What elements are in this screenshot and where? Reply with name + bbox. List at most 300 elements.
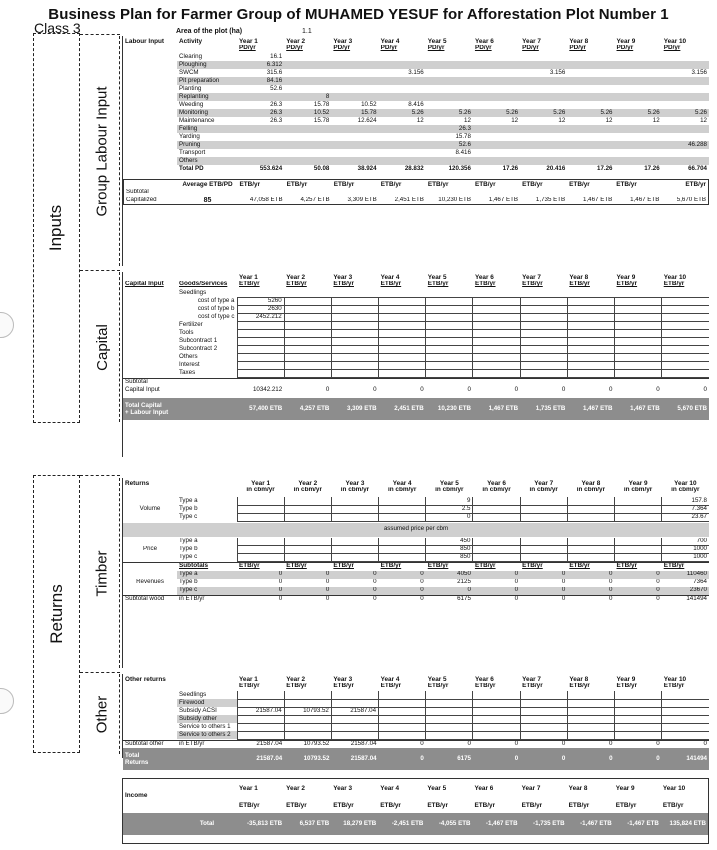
table-cell: 26.3: [270, 117, 283, 124]
table-cell: [426, 101, 473, 109]
goods-label: Subcontract 2: [179, 345, 218, 352]
table-cell: [379, 329, 426, 337]
unit-label: ETB/yr: [522, 281, 543, 287]
table-row: [123, 538, 709, 546]
table-cell: 0: [473, 571, 520, 579]
labour-table: Labour Input Activity Year 1 Year 2 Year 3 Year 4 Year 5 Year 6 Year 7 Year 8 Year 9 Year 10 PD/yr PD/yr PD/yr PD/yr PD/yr PD/yr PD/yr PD/yr PD/yr PD/yr Clearing 16.1 Ploughing 6.312 SWCM 315.6 3.156 3.156 3.156 Pit preparation 84.16 Planting 52.6 Replanting 8 Weeding 26.3 15.78 10.52 8.416 Monitoring 26.3 10.52 15.78 5.26 5.26 5.26 5.26 5.26 5.26 5.26 Maintenance 26.3 15.78 12.624 12 12 12 12 12 12 12 Felling 26.3 Yarding 15.78 Pruning 52.6 46.288 Transport 8.416 Others Total PD 553.624 50.08 38.924 28.832 120.356 17.26 20.416 17.26 17.26 66.704 Average ETB/PD ETB/yr ETB/yr ETB/yr ETB/yr ETB/yr ETB/yr ETB/yr ETB/yr ETB/yr ETB/yr Subtotal Capitalized 85 47,058 ETB 4,257 ETB 3,309 ETB 2,451 ETB 10,230 ETB 1,467 ETB 1,735 ETB 1,467 ETB 1,467 ETB 5,670 ETB: [122, 36, 709, 266]
table-cell: [426, 157, 473, 165]
unit-label: in cbm/yr: [340, 487, 370, 493]
table-cell: [520, 513, 567, 521]
table-cell: [284, 141, 331, 149]
unit-label: PD/yr: [286, 45, 303, 51]
table-cell: [615, 133, 662, 141]
table-cell: [520, 723, 567, 731]
table-cell: [331, 505, 378, 513]
activity-label: Clearing: [179, 53, 203, 60]
table-cell: 6,537 ETB: [284, 813, 331, 835]
table-cell: [379, 93, 426, 101]
table-cell: 1,735 ETB: [535, 196, 566, 204]
return-label: Service to others 2: [177, 731, 237, 739]
table-cell: [123, 305, 177, 313]
table-cell: [123, 133, 177, 141]
table-cell: [123, 329, 177, 337]
table-cell: [473, 731, 520, 739]
table-cell: 10793.52: [303, 740, 330, 748]
table-cell: [520, 313, 567, 321]
table-cell: 0: [514, 386, 519, 393]
table-cell: 5,670 ETB: [662, 398, 709, 420]
table-row: [123, 93, 709, 101]
table-cell: [284, 538, 331, 546]
table-cell: 450: [426, 538, 473, 546]
table-cell: [615, 101, 662, 109]
table-cell: [615, 141, 662, 149]
activity-label: Planting: [179, 85, 202, 92]
timber-connector: [80, 475, 120, 476]
table-cell: [473, 61, 520, 69]
table-cell: [473, 289, 520, 297]
year-header: Year 1: [239, 784, 258, 792]
goods-label: Fertilizer: [179, 321, 203, 328]
table-cell: 10.52: [361, 101, 377, 108]
table-cell: [426, 731, 473, 739]
table-cell: [662, 715, 709, 723]
table-cell: [123, 369, 177, 377]
table-row: [123, 77, 709, 85]
return-label: Seedlings: [179, 691, 207, 698]
table-cell: 2630: [237, 305, 284, 313]
table-cell: 3.156: [691, 69, 707, 76]
table-cell: [284, 369, 331, 377]
table-cell: [426, 53, 473, 61]
table-cell: [379, 731, 426, 739]
type-label: Type b: [179, 578, 198, 586]
table-cell: [473, 538, 520, 546]
table-cell: [662, 369, 709, 377]
table-row: [123, 85, 709, 93]
activity-label: Transport: [179, 149, 206, 156]
table-cell: 26.3: [270, 101, 283, 108]
table-cell: [123, 125, 177, 133]
table-cell: [473, 505, 520, 513]
table-cell: 850: [426, 546, 473, 554]
table-cell: 17.26: [644, 165, 660, 172]
table-cell: 17.26: [597, 165, 613, 172]
table-cell: [615, 313, 662, 321]
table-cell: [123, 723, 177, 731]
table-cell: [473, 345, 520, 353]
table-cell: [615, 85, 662, 93]
table-cell: [615, 361, 662, 369]
table-cell: 8.416: [455, 149, 471, 156]
row-group-label: Revenues: [136, 578, 164, 586]
table-cell: [331, 289, 378, 297]
table-cell: [662, 85, 709, 93]
table-cell: 0: [325, 595, 330, 603]
row-group-label: Price: [142, 545, 158, 553]
table-cell: 15.78: [455, 133, 471, 140]
table-cell: 2,451 ETB: [394, 196, 424, 204]
table-cell: 0: [278, 595, 283, 603]
table-row: [123, 361, 709, 369]
table-cell: [331, 85, 378, 93]
table-cell: 0: [514, 740, 519, 748]
table-cell: [379, 321, 426, 329]
table-cell: 0: [284, 587, 331, 595]
table-cell: [567, 313, 614, 321]
table-cell: [284, 546, 331, 554]
table-row: [123, 699, 709, 707]
row-group-label: [123, 571, 177, 579]
table-cell: [567, 715, 614, 723]
table-cell: 0: [520, 748, 567, 770]
table-cell: 0: [373, 578, 377, 586]
table-row: [123, 579, 709, 587]
table-cell: [284, 497, 331, 505]
table-cell: [567, 691, 614, 699]
table-cell: [615, 715, 662, 723]
unit-label: PD/yr: [569, 45, 587, 51]
table-cell: [123, 313, 177, 321]
table-cell: 12: [652, 117, 660, 124]
table-cell: [473, 141, 520, 149]
table-cell: 0: [514, 578, 519, 586]
table-cell: 3,309 ETB: [331, 398, 378, 420]
table-cell: [615, 353, 662, 361]
table-cell: [520, 554, 567, 562]
punch-hole: [0, 312, 14, 338]
table-cell: 135,824 ETB: [661, 813, 708, 835]
table-cell: 0: [426, 587, 473, 595]
table-cell: [567, 369, 614, 377]
table-cell: [123, 93, 177, 101]
activity-label: Replanting: [177, 93, 237, 101]
goods-label: Others: [179, 353, 198, 360]
table-cell: [379, 691, 426, 699]
table-cell: [567, 345, 614, 353]
table-cell: [331, 321, 378, 329]
table-cell: [615, 731, 662, 739]
table-cell: [473, 297, 520, 305]
capital-side-label: Capital: [93, 323, 111, 371]
table-cell: [123, 165, 177, 173]
table-cell: [567, 305, 614, 313]
table-cell: 1,467 ETB: [567, 398, 614, 420]
table-cell: [284, 554, 331, 562]
goods-label: cost of type b: [197, 305, 235, 312]
table-cell: [662, 125, 709, 133]
table-cell: [473, 361, 520, 369]
table-row: [123, 691, 709, 699]
table-cell: [615, 691, 662, 699]
unit-label: PD/yr: [333, 45, 351, 51]
table-cell: 0: [656, 595, 660, 603]
table-cell: -35,813 ETB: [237, 813, 284, 835]
unit-label: in cbm/yr: [387, 487, 417, 493]
return-label: Service to others 1: [179, 723, 231, 730]
table-cell: [567, 77, 614, 85]
table-cell: [379, 157, 426, 165]
table-cell: [615, 93, 662, 101]
table-cell: [284, 337, 331, 345]
table-cell: [123, 353, 177, 361]
table-cell: 6175: [457, 595, 471, 603]
table-cell: [237, 699, 284, 707]
table-cell: [567, 61, 614, 69]
table-cell: [237, 321, 284, 329]
table-cell: [284, 53, 331, 61]
table-cell: [331, 513, 378, 521]
unit-label: ETB/yr: [427, 281, 449, 287]
unit-label: in cbm/yr: [482, 487, 511, 493]
table-cell: [567, 101, 614, 109]
table-cell: [284, 125, 331, 133]
table-cell: [473, 69, 520, 77]
table-cell: 1,467 ETB: [583, 196, 613, 204]
capital-connector: [80, 270, 120, 271]
table-cell: [331, 554, 378, 562]
table-cell: [567, 329, 614, 337]
table-cell: [520, 141, 567, 149]
table-cell: 0: [420, 595, 424, 603]
table-cell: [426, 345, 473, 353]
unit-label: ETB/yr: [521, 801, 543, 809]
table-cell: [662, 61, 709, 69]
table-cell: 8.416: [408, 101, 424, 108]
table-cell: [284, 61, 331, 69]
table-cell: [473, 321, 520, 329]
area-label: Area of the plot (ha): [176, 28, 243, 35]
table-cell: [177, 45, 237, 53]
table-cell: 1,467 ETB: [615, 398, 662, 420]
row-group-label: [123, 587, 177, 595]
activity-label: Ploughing: [177, 61, 237, 69]
row-group-label: [123, 513, 177, 521]
table-cell: [615, 538, 662, 546]
table-cell: 12: [416, 117, 424, 124]
table-cell: [473, 353, 520, 361]
table-cell: 0: [561, 578, 566, 586]
table-cell: 15.78: [331, 109, 378, 117]
table-cell: 0: [284, 571, 331, 579]
table-cell: 0: [615, 748, 662, 770]
table-cell: 0: [615, 587, 662, 595]
table-cell: [123, 61, 177, 69]
table-cell: 110460: [662, 571, 709, 579]
table-cell: [284, 69, 331, 77]
table-cell: 10,230 ETB: [438, 196, 471, 204]
table-cell: [520, 85, 567, 93]
table-cell: [520, 505, 567, 513]
table-cell: 66.704: [688, 165, 707, 172]
table-cell: [520, 345, 567, 353]
table-cell: [473, 157, 520, 165]
unit-label: ETB/yr: [474, 683, 496, 689]
table-cell: 850: [426, 554, 473, 562]
table-cell: 10793.52: [284, 748, 331, 770]
table-cell: 46.288: [662, 141, 709, 149]
table-row: [123, 117, 709, 125]
table-cell: 21587.04: [256, 740, 283, 748]
table-cell: [662, 361, 709, 369]
table-cell: 1000: [662, 546, 709, 554]
table-cell: [331, 337, 378, 345]
table-cell: -1,467 ETB: [567, 813, 614, 835]
capital-table: Year 1 Year 2 Year 3 Year 4 Year 5 Year 6 Year 7 Year 8 Year 9 Year 10 Capital Input Goods/Services ETB/yr ETB/yr ETB/yr ETB/yr ETB/yr ETB/yr ETB/yr ETB/yr ETB/yr ETB/yr Seedlings cost of type a 5260 cost of type b 2630 cost of type c 2452.212 Fertilizer Tools Subcontract 1 Subcontract 2 Others Interest Taxes Subtotal Capital Input 10342.212 0 0 0 0 0 0 0 0 0 Total Capital + Labour Input 57,400 ETB 4,257 ETB 3,309 ETB 2,451 ETB 10,230 ETB 1,467 ETB 1,735 ETB 1,467 ETB 1,467 ETB 5,670 ETB: [122, 272, 709, 457]
unit-label: ETB/yr: [380, 683, 402, 689]
table-cell: [567, 289, 614, 297]
table-row: [123, 157, 709, 165]
table-cell: [615, 329, 662, 337]
table-cell: [123, 289, 177, 297]
table-cell: [662, 77, 709, 85]
return-label: Subsidy other: [177, 715, 237, 723]
table-cell: [473, 329, 520, 337]
table-cell: 2452.212: [237, 313, 284, 321]
table-cell: 1000: [662, 554, 709, 562]
table-cell: [123, 53, 177, 61]
table-cell: [662, 305, 709, 313]
table-row: [123, 723, 709, 731]
table-cell: 15.78: [313, 117, 330, 124]
table-cell: [567, 337, 614, 345]
table-cell: [284, 505, 331, 513]
table-cell: [567, 546, 614, 554]
table-cell: [379, 61, 426, 69]
table-cell: [284, 77, 331, 85]
table-cell: [123, 109, 177, 117]
table-cell: 0: [520, 571, 567, 579]
table-cell: 700: [662, 538, 709, 546]
unit-label: ETB/yr: [569, 683, 590, 689]
table-cell: 0: [325, 386, 330, 393]
table-cell: [615, 337, 662, 345]
table-cell: [520, 707, 567, 715]
unit-label: in cbm/yr: [671, 487, 700, 493]
table-cell: [615, 345, 662, 353]
table-cell: [473, 337, 520, 345]
unit-label: ETB/yr: [333, 562, 354, 569]
table-cell: [615, 699, 662, 707]
table-cell: [615, 497, 662, 505]
table-cell: 2125: [457, 578, 471, 586]
table-cell: [567, 361, 614, 369]
activity-label: SWCM: [179, 69, 199, 76]
table-cell: 5.26: [520, 109, 567, 117]
table-cell: 12: [511, 117, 519, 124]
table-row: [123, 321, 709, 329]
table-cell: [237, 497, 284, 505]
table-cell: [473, 699, 520, 707]
table-cell: [237, 715, 284, 723]
table-cell: 0: [420, 578, 424, 586]
table-cell: [567, 133, 614, 141]
table-cell: [662, 329, 709, 337]
table-cell: [379, 133, 426, 141]
table-cell: [379, 313, 426, 321]
goods-label: cost of type c: [198, 313, 235, 320]
type-label: Type b: [179, 505, 198, 512]
unit-label: ETB/yr: [333, 683, 354, 689]
table-cell: 0: [609, 386, 613, 393]
year-header: Year 5: [427, 784, 447, 792]
row-group-label: [123, 497, 177, 505]
table-cell: [123, 157, 177, 165]
table-cell: 3.156: [549, 69, 566, 76]
table-cell: [331, 133, 378, 141]
table-cell: [123, 117, 177, 125]
table-cell: [615, 546, 662, 554]
table-cell: [473, 715, 520, 723]
table-cell: 0: [609, 578, 613, 586]
unit-label: PD/yr: [616, 45, 634, 51]
table-cell: [520, 715, 567, 723]
activity-label: Maintenance: [179, 117, 215, 124]
year-header: Year 3: [333, 784, 353, 792]
table-cell: [284, 345, 331, 353]
table-cell: [615, 305, 662, 313]
table-cell: [123, 141, 177, 149]
table-cell: [662, 699, 709, 707]
table-row: [123, 715, 709, 723]
table-cell: [426, 85, 473, 93]
table-cell: 315.6: [266, 69, 283, 76]
table-cell: 57,400 ETB: [237, 398, 284, 420]
unit-label: PD/yr: [474, 45, 492, 51]
table-cell: [284, 305, 331, 313]
table-cell: 21587.04: [237, 707, 284, 715]
other-table: Other returns Year 1 Year 2 Year 3 Year 4 Year 5 Year 6 Year 7 Year 8 Year 9 Year 10 ETB/yr ETB/yr ETB/yr ETB/yr ETB/yr ETB/yr ETB/yr ETB/yr ETB/yr ETB/yr Seedlings Firewood Subsidy ACSI 21587.04 10793.52 21587.04 Subsidy other Service to others 1 Service to others 2 Subtotal other in ETB/yr 21587.04 10793.52 21587.04 0 0 0 0 0 0 0 Total Returns 21587.04 10793.52 21587.04 0 6175 0 0 0 0 141494: [122, 674, 709, 758]
table-cell: 10.52: [284, 109, 331, 117]
table-cell: [331, 93, 378, 101]
table-cell: [379, 289, 426, 297]
table-cell: [473, 707, 520, 715]
table-cell: [284, 313, 331, 321]
table-cell: [284, 723, 331, 731]
table-cell: [426, 723, 473, 731]
table-cell: -1,467 ETB: [472, 813, 519, 835]
table-cell: 12.624: [357, 117, 377, 124]
table-cell: [331, 149, 378, 157]
table-cell: [473, 554, 520, 562]
return-label: Subsidy ACSI: [179, 707, 217, 714]
table-cell: [379, 353, 426, 361]
table-cell: 0: [703, 740, 707, 748]
table-cell: [237, 125, 284, 133]
unit-label: ETB/yr: [239, 683, 260, 689]
table-cell: 6175: [426, 748, 473, 770]
table-cell: [123, 731, 177, 739]
table-row: [123, 69, 709, 77]
year-header: Year 7: [521, 784, 541, 792]
table-cell: 0: [561, 595, 566, 603]
table-cell: 0: [561, 386, 566, 393]
table-cell: 5.26: [473, 109, 520, 117]
unit-label: ETB/yr: [239, 281, 260, 287]
unit-label: ETB/yr: [616, 683, 638, 689]
table-cell: [379, 149, 426, 157]
table-cell: [520, 149, 567, 157]
table-cell: [567, 513, 614, 521]
goods-label: Seedlings: [179, 289, 207, 296]
table-cell: [615, 723, 662, 731]
table-cell: 141494: [662, 748, 709, 770]
table-cell: [379, 497, 426, 505]
table-row: [123, 289, 709, 297]
table-cell: 0: [379, 748, 426, 770]
table-cell: [426, 77, 473, 85]
table-cell: [473, 125, 520, 133]
